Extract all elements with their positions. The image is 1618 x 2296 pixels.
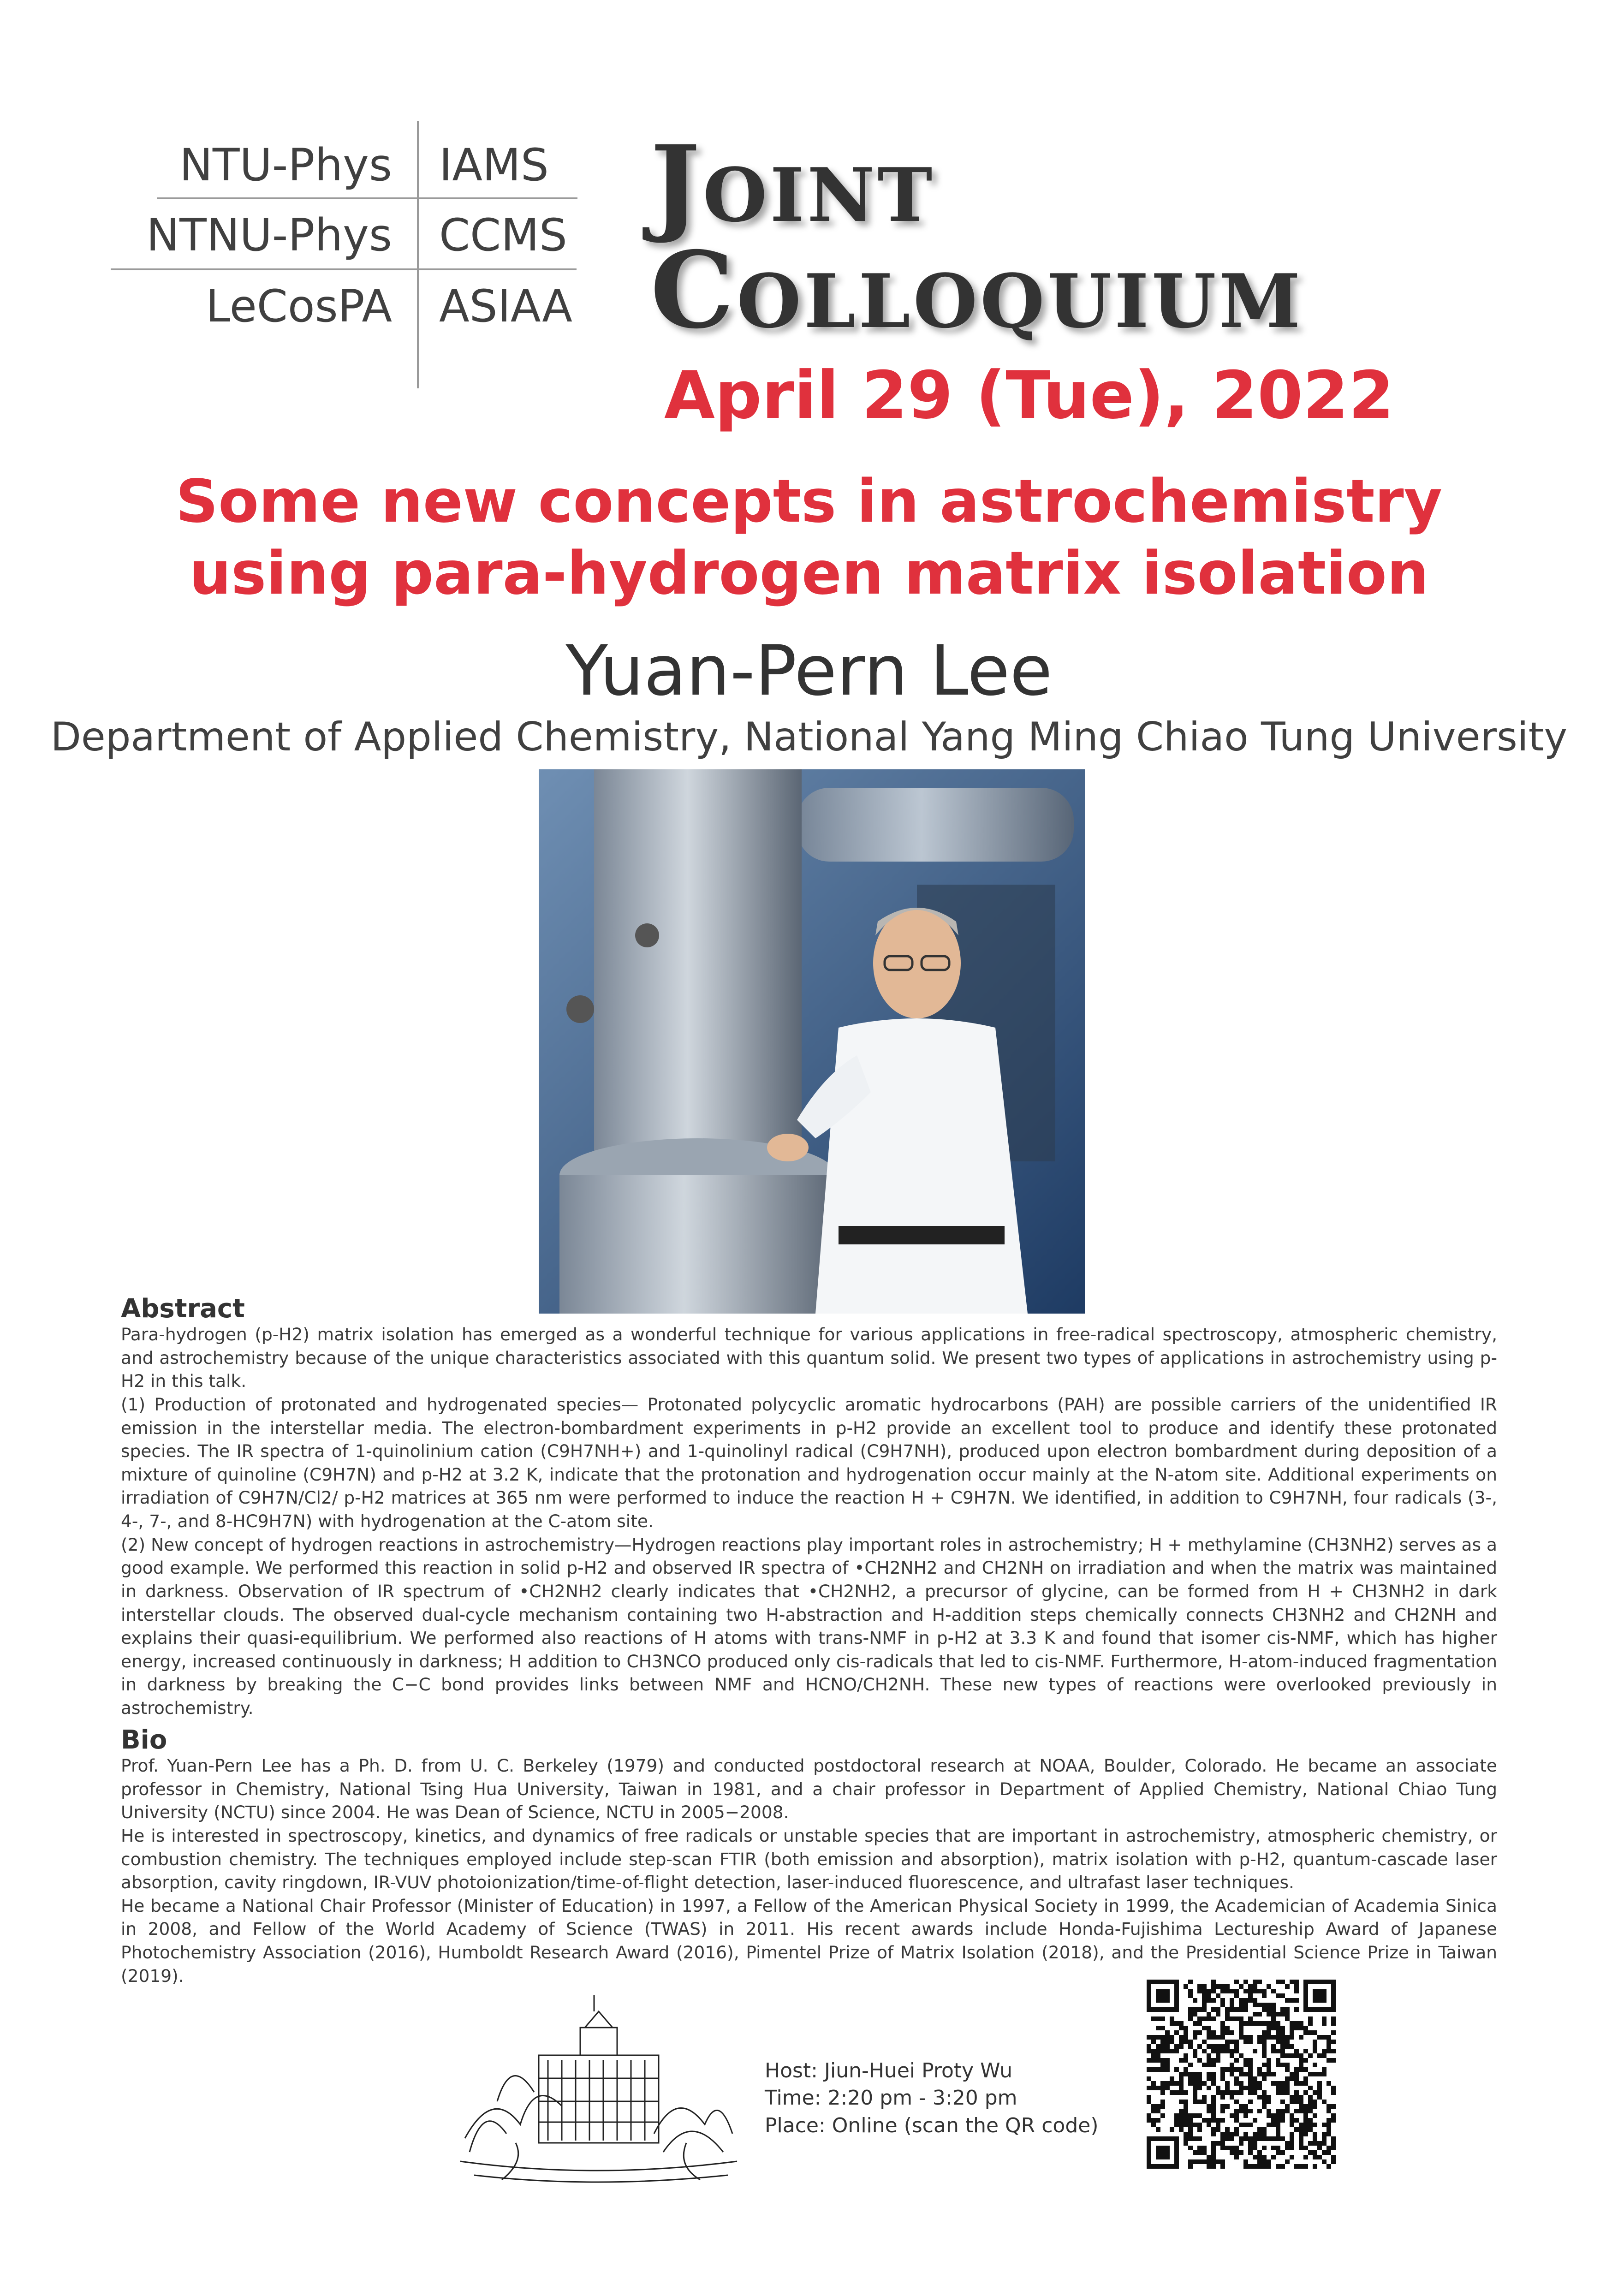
institute-ntnu-phys: NTNU-Phys [146,209,392,261]
event-title-joint: Joint [650,122,935,246]
host-text: Host: Jiun-Huei Proty Wu [765,2059,1013,2082]
bio-paragraph: He is interested in spectroscopy, kinetics, and dynamics of free radicals or unstable species that are important in astrochemistry, atmospheric chemistry, or combustion chemistry. The techniques employed include step-scan FTIR (both emission and absorption), matrix isolation with p-H2, quantum-cascade laser absorption, cavity ringdown, IR-VUV photoionization/time-of-flight detection, laser-induced fluorescence, and ultrafast laser techniques. [121,1825,1497,1893]
speaker-name: Yuan-Pern Lee [565,631,1053,711]
event-title-colloquium: Colloquium [650,228,1303,352]
institute-asiaa: ASIAA [439,280,572,332]
institute-iams: IAMS [439,139,549,191]
speaker-photo [539,769,1085,1314]
abstract-heading: Abstract [121,1294,245,1324]
institute-ccms: CCMS [439,209,567,261]
institute-lecospa: LeCosPA [205,280,392,332]
speaker-affiliation: Department of Applied Chemistry, National Yang Ming Chiao Tung University [50,714,1568,760]
campus-building-sketch-icon [456,1986,742,2194]
grid-divider-2 [111,268,577,270]
grid-vertical-divider [417,121,419,388]
talk-title-line2: using para-hydrogen matrix isolation [189,539,1429,608]
abstract-body [121,1323,1497,1720]
institute-ntu-phys: NTU-Phys [179,139,392,191]
bio-paragraph: He became a National Chair Professor (Minister of Education) in 1997, a Fellow of the American Physical Society in 1999, the Academician of Academia Sinica in 2008, and Fellow of the World Academy of Science (TWAS) in 2011. His recent awards include Honda-Fujishima Lectureship Award of Japanese Photochemistry Association (2016), Humboldt Research Award (2016), Pimentel Prize of Matrix Isolation (2018), and the Presidential Science Prize in Taiwan (2019). [121,1895,1497,1986]
bio-heading: Bio [121,1725,167,1755]
place-text: Place: Online (scan the QR code) [765,2113,1099,2137]
bio-body [121,1754,1497,1987]
qr-code-icon[interactable] [1147,1980,1336,2169]
abstract-paragraph: (1) Production of protonated and hydrogenated species— Protonated polycyclic aromatic hydrocarbons (PAH) are possible carriers of the unidentified IR emission in the interstellar media. The electron-bombardment experiments in p-H2 provide an excellent tool to produce and identify these protonated species. The IR spectra of 1-quinolinium cation (C9H7NH+) and 1-quinolinyl radical (C9H7NH), produced upon electron bombardment during deposition of a mixture of quinoline (C9H7N) and p-H2 at 3.2 K, indicate that the protonation and hydrogenation occur mainly at the N-atom site. Additional experiments on irradiation of C9H7N/Cl2/ p-H2 matrices at 365 nm were performed to induce the reaction H + C9H7N. We identified, in addition to C9H7NH, four radicals (3-, 4-, 7-, and 8-HC9H7N) with hydrogenation at the C-atom site. [121,1394,1497,1531]
abstract-paragraph: (2) New concept of hydrogen reactions in astrochemistry—Hydrogen reactions play important roles in astrochemistry; H + methylamine (CH3NH2) serves as a good example. We performed this reaction in solid p-H2 and observed IR spectra of •CH2NH2 and CH2NH on irradiation and when the matrix was maintained in darkness. Observation of IR spectrum of •CH2NH2 clearly indicates that •CH2NH2, a precursor of glycine, can be formed from H + CH3NH2 in dark interstellar clouds. The observed dual-cycle mechanism containing two H-abstraction and H-addition steps chemically connects CH3NH2 and CH2NH and explains their quasi-equilibrium. We performed also reactions of H atoms with trans-NMF in p-H2 at 3.3 K and found that isomer cis-NMF, which has higher energy, increased continuously in darkness; H addition to CH3NCO produced only cis-radicals that led to cis-NMF. Furthermore, H-atom-induced fragmentation in darkness by breaking the C−C bond provides links between NMF and HCNO/CH2NH. These new types of reactions were overlooked previously in astrochemistry. [121,1534,1497,1718]
talk-title-line1: Some new concepts in astrochemistry [175,467,1443,536]
bio-paragraph: Prof. Yuan-Pern Lee has a Ph. D. from U. C. Berkeley (1979) and conducted postdoctoral research at NOAA, Boulder, Colorado. He became an associate professor in Chemistry, National Tsing Hua University, Taiwan in 1981, and a chair professor in Department of Applied Chemistry, National Chiao Tung University (NCTU) since 2004. He was Dean of Science, NCTU in 2005−2008. [121,1755,1497,1823]
event-date: April 29 (Tue), 2022 [664,357,1394,434]
grid-divider-1 [157,197,577,199]
time-text: Time: 2:20 pm - 3:20 pm [765,2086,1017,2110]
event-details [765,2057,1099,2139]
abstract-paragraph: Para-hydrogen (p-H2) matrix isolation has emerged as a wonderful technique for various applications in free-radical spectroscopy, atmospheric chemistry, and astrochemistry because of the unique characteristics associated with this quantum solid. We present two types of applications in astrochemistry using p-H2 in this talk. [121,1324,1497,1392]
